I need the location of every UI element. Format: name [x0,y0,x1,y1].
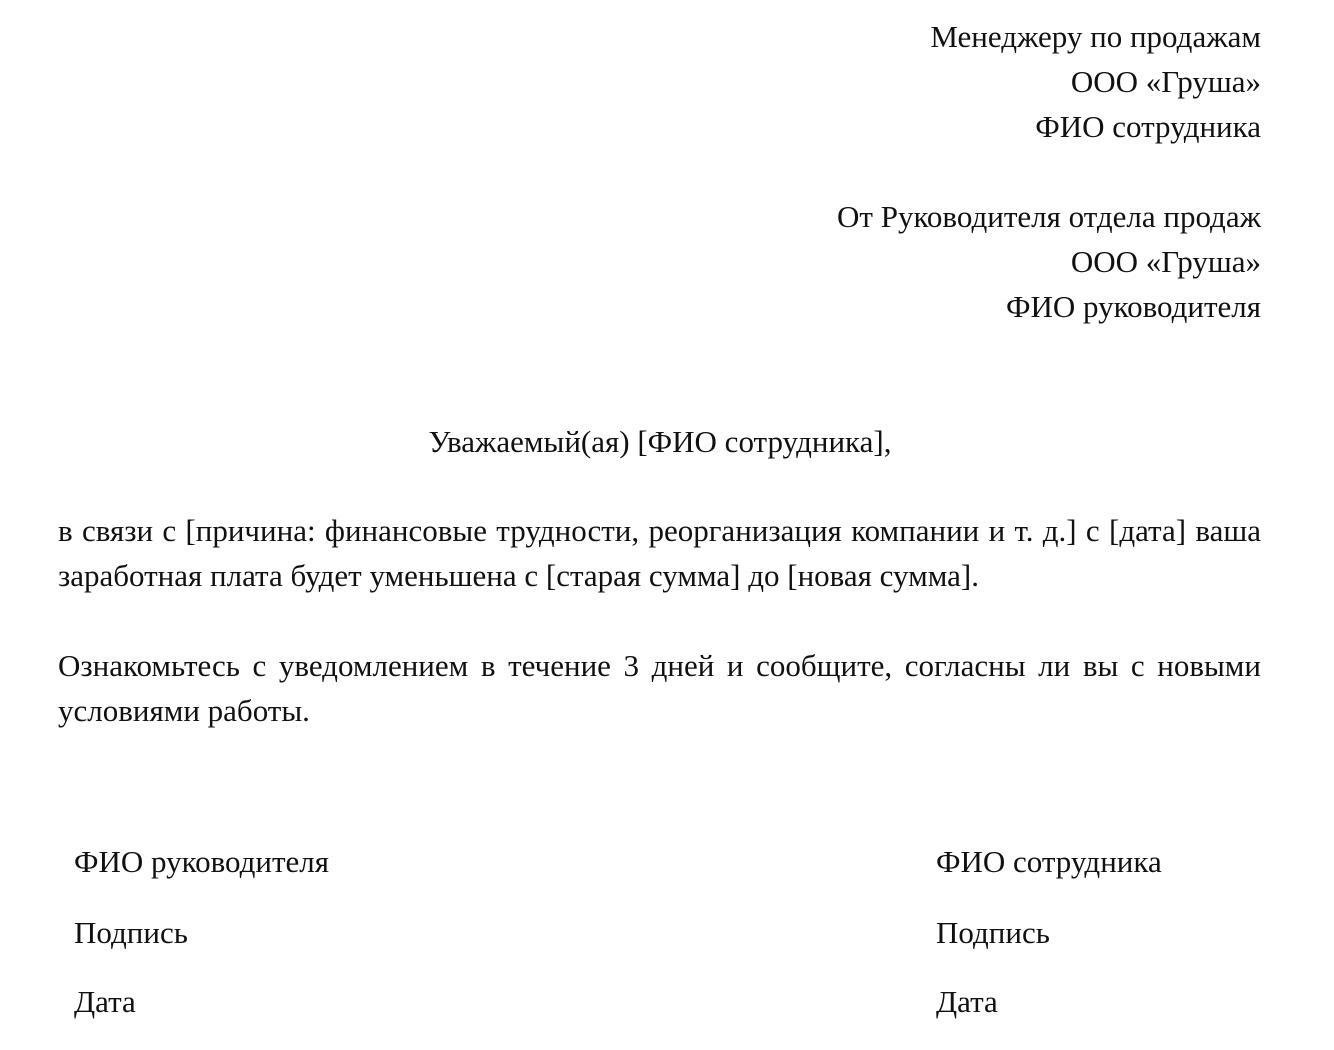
sender-name: ФИО руководителя [1005,289,1261,324]
recipient-position: Менеджеру по продажам [930,19,1261,54]
signature-manager-signature: Подпись [74,915,188,950]
signature-employee-signature: Подпись [936,915,1050,950]
signature-manager-date: Дата [74,984,136,1019]
recipient-block [930,14,1261,149]
body-paragraph-2: Ознакомьтесь с уведомлением в течение 3 дней и сообщите, согласны ли вы с новыми условиями работы. [58,648,1261,728]
recipient-company: ООО «Груша» [1070,64,1261,99]
signature-block-employee [936,839,1162,1024]
recipient-name: ФИО сотрудника [1035,109,1261,144]
sender-company: ООО «Груша» [1070,244,1261,279]
signature-block-manager [74,839,329,1024]
signature-manager-name: ФИО руководителя [74,844,330,879]
signature-employee-name: ФИО сотрудника [936,844,1162,879]
body-paragraph-1: в связи с [причина: финансовые трудности, реорганизация компании и т. д.] с [дата] ваша заработная плата будет уменьшена с [старая сумма] до [новая сумма]. [58,513,1261,593]
signature-employee-date: Дата [936,984,998,1019]
salutation: Уважаемый(ая) [ФИО сотрудника], [428,424,892,459]
sender-block [837,194,1261,329]
sender-position: От Руководителя отдела продаж [837,199,1261,234]
